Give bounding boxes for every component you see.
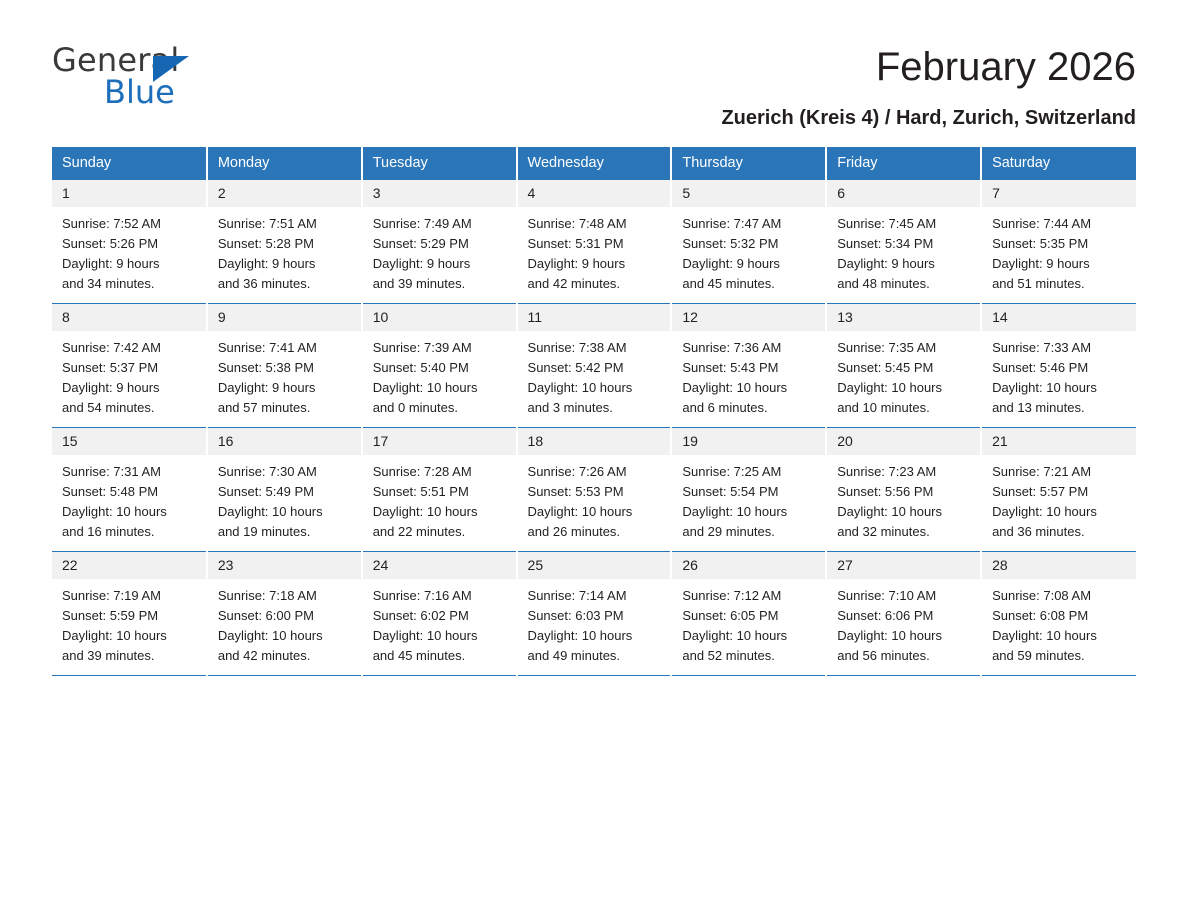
daylight-text-line2: and 39 minutes.: [62, 648, 155, 664]
daylight-text-line1: Daylight: 9 hours: [217, 380, 316, 396]
day-number: 25: [518, 552, 671, 579]
sunrise-text: Sunrise: 7:21 AM: [992, 464, 1092, 480]
day-number: 5: [672, 180, 825, 207]
sunset-text: Sunset: 5:40 PM: [372, 360, 469, 376]
day-cell[interactable]: [52, 428, 207, 552]
daylight-text-line1: Daylight: 10 hours: [837, 504, 942, 520]
daylight-text-line2: and 29 minutes.: [682, 524, 775, 540]
daylight-text-line2: and 52 minutes.: [682, 648, 775, 664]
day-number: 2: [208, 180, 361, 207]
sunset-text: Sunset: 5:28 PM: [217, 236, 314, 252]
day-details: [52, 579, 206, 666]
day-details: [982, 331, 1136, 418]
daylight-text-line1: Daylight: 10 hours: [992, 504, 1097, 520]
weekday-sunday: Sunday: [52, 147, 207, 180]
sunrise-text: Sunrise: 7:51 AM: [217, 216, 317, 232]
daylight-text-line2: and 39 minutes.: [372, 276, 466, 292]
day-details: [208, 455, 361, 542]
day-cell[interactable]: [362, 428, 517, 552]
day-cell[interactable]: [517, 180, 672, 304]
sunset-text: Sunset: 5:45 PM: [837, 360, 934, 376]
sunset-text: Sunset: 6:05 PM: [682, 608, 779, 624]
daylight-text-line2: and 59 minutes.: [992, 648, 1085, 664]
weekday-wednesday: Wednesday: [517, 147, 672, 180]
day-details: [672, 331, 825, 418]
day-details: [982, 455, 1136, 542]
sunrise-text: Sunrise: 7:23 AM: [837, 464, 937, 480]
daylight-text-line1: Daylight: 10 hours: [372, 380, 478, 396]
day-cell[interactable]: [52, 552, 207, 676]
daylight-text-line2: and 56 minutes.: [837, 648, 930, 664]
sunrise-text: Sunrise: 7:41 AM: [217, 340, 317, 356]
day-cell[interactable]: [981, 180, 1136, 304]
daylight-text-line2: and 6 minutes.: [682, 400, 768, 416]
sunrise-text: Sunrise: 7:28 AM: [372, 464, 472, 480]
daylight-text-line2: and 34 minutes.: [62, 276, 155, 292]
day-number: 26: [672, 552, 825, 579]
weekday-thursday: Thursday: [671, 147, 826, 180]
day-cell[interactable]: [671, 428, 826, 552]
daylight-text-line2: and 10 minutes.: [837, 400, 930, 416]
day-number: 27: [827, 552, 980, 579]
weekday-friday: Friday: [826, 147, 981, 180]
sunset-text: Sunset: 5:38 PM: [217, 360, 314, 376]
day-number: 21: [982, 428, 1136, 455]
day-cell[interactable]: [671, 552, 826, 676]
daylight-text-line2: and 49 minutes.: [527, 648, 621, 664]
sunset-text: Sunset: 5:35 PM: [992, 236, 1089, 252]
daylight-text-line1: Daylight: 10 hours: [527, 504, 633, 520]
daylight-text-line1: Daylight: 10 hours: [527, 380, 633, 396]
sunset-text: Sunset: 5:37 PM: [62, 360, 159, 376]
daylight-text-line1: Daylight: 9 hours: [372, 256, 471, 272]
sunset-text: Sunset: 6:03 PM: [527, 608, 624, 624]
day-cell[interactable]: [362, 304, 517, 428]
day-number: 6: [827, 180, 980, 207]
sunrise-text: Sunrise: 7:45 AM: [837, 216, 937, 232]
day-cell[interactable]: [207, 428, 362, 552]
sunset-text: Sunset: 5:54 PM: [682, 484, 779, 500]
daylight-text-line1: Daylight: 10 hours: [682, 504, 788, 520]
sunrise-text: Sunrise: 7:35 AM: [837, 340, 937, 356]
day-cell[interactable]: [981, 428, 1136, 552]
day-cell[interactable]: [826, 552, 981, 676]
daylight-text-line1: Daylight: 10 hours: [372, 504, 478, 520]
daylight-text-line1: Daylight: 10 hours: [372, 628, 478, 644]
day-number: 28: [982, 552, 1136, 579]
sunset-text: Sunset: 6:00 PM: [217, 608, 314, 624]
page-header: [52, 0, 1136, 130]
sunrise-text: Sunrise: 7:12 AM: [682, 588, 782, 604]
day-number: 23: [208, 552, 361, 579]
daylight-text-line1: Daylight: 10 hours: [217, 504, 323, 520]
daylight-text-line1: Daylight: 10 hours: [62, 504, 167, 520]
daylight-text-line2: and 54 minutes.: [62, 400, 155, 416]
sunrise-text: Sunrise: 7:47 AM: [682, 216, 782, 232]
day-details: [208, 207, 361, 294]
calendar-week-row: [52, 304, 1136, 428]
day-cell[interactable]: [517, 552, 672, 676]
day-cell[interactable]: [207, 304, 362, 428]
day-details: [982, 579, 1136, 666]
daylight-text-line1: Daylight: 10 hours: [992, 628, 1097, 644]
day-details: [52, 331, 206, 418]
day-number: 22: [52, 552, 206, 579]
daylight-text-line2: and 32 minutes.: [837, 524, 930, 540]
sunrise-text: Sunrise: 7:44 AM: [992, 216, 1092, 232]
daylight-text-line2: and 22 minutes.: [372, 524, 466, 540]
day-number: 3: [363, 180, 516, 207]
sunset-text: Sunset: 5:57 PM: [992, 484, 1089, 500]
daylight-text-line1: Daylight: 9 hours: [992, 256, 1090, 272]
daylight-text-line2: and 36 minutes.: [992, 524, 1085, 540]
daylight-text-line2: and 45 minutes.: [372, 648, 466, 664]
day-cell[interactable]: [981, 304, 1136, 428]
day-details: [363, 455, 516, 542]
daylight-text-line1: Daylight: 9 hours: [62, 256, 160, 272]
sunset-text: Sunset: 5:49 PM: [217, 484, 314, 500]
day-number: 17: [363, 428, 516, 455]
sunrise-text: Sunrise: 7:14 AM: [527, 588, 627, 604]
day-number: 14: [982, 304, 1136, 331]
sunrise-text: Sunrise: 7:48 AM: [527, 216, 627, 232]
daylight-text-line1: Daylight: 10 hours: [682, 628, 788, 644]
day-cell[interactable]: [52, 304, 207, 428]
day-cell[interactable]: [826, 180, 981, 304]
day-cell[interactable]: [517, 304, 672, 428]
sunset-text: Sunset: 5:53 PM: [527, 484, 624, 500]
sunset-text: Sunset: 5:46 PM: [992, 360, 1089, 376]
day-number: 15: [52, 428, 206, 455]
day-details: [827, 455, 980, 542]
daylight-text-line1: Daylight: 10 hours: [682, 380, 788, 396]
generalblue-logo[interactable]: [52, 41, 242, 112]
sunrise-text: Sunrise: 7:38 AM: [527, 340, 627, 356]
day-number: 4: [518, 180, 671, 207]
location-subtitle: Zuerich (Kreis 4) / Hard, Zurich, Switzerland: [721, 107, 1136, 129]
day-cell[interactable]: [826, 304, 981, 428]
daylight-text-line1: Daylight: 9 hours: [527, 256, 626, 272]
daylight-text-line2: and 45 minutes.: [682, 276, 775, 292]
sunset-text: Sunset: 5:26 PM: [62, 236, 159, 252]
day-cell[interactable]: [362, 552, 517, 676]
day-details: [52, 455, 206, 542]
sunrise-text: Sunrise: 7:49 AM: [372, 216, 472, 232]
logo-text-blue: Blue: [104, 73, 175, 111]
day-cell[interactable]: [517, 428, 672, 552]
sunset-text: Sunset: 6:02 PM: [372, 608, 469, 624]
day-details: [672, 579, 825, 666]
day-cell[interactable]: [671, 180, 826, 304]
day-details: [518, 579, 671, 666]
day-cell[interactable]: [207, 552, 362, 676]
day-cell[interactable]: [981, 552, 1136, 676]
day-number: 1: [52, 180, 206, 207]
day-number: 7: [982, 180, 1136, 207]
logo-text-general: General: [52, 41, 180, 79]
daylight-text-line2: and 36 minutes.: [217, 276, 311, 292]
day-details: [827, 207, 980, 294]
daylight-text-line1: Daylight: 10 hours: [837, 628, 942, 644]
day-details: [518, 207, 671, 294]
daylight-text-line2: and 26 minutes.: [527, 524, 621, 540]
sunrise-text: Sunrise: 7:42 AM: [62, 340, 161, 356]
daylight-text-line1: Daylight: 10 hours: [217, 628, 323, 644]
daylight-text-line2: and 0 minutes.: [372, 400, 458, 416]
sunset-text: Sunset: 6:06 PM: [837, 608, 934, 624]
sunset-text: Sunset: 5:29 PM: [372, 236, 469, 252]
sunrise-text: Sunrise: 7:36 AM: [682, 340, 782, 356]
calendar-week-row: [52, 552, 1136, 676]
daylight-text-line2: and 48 minutes.: [837, 276, 930, 292]
day-details: [827, 331, 980, 418]
day-number: 19: [672, 428, 825, 455]
calendar-week-row: [52, 428, 1136, 552]
day-cell[interactable]: [826, 428, 981, 552]
daylight-text-line1: Daylight: 10 hours: [837, 380, 942, 396]
page-title: February 2026: [875, 45, 1136, 89]
daylight-text-line2: and 42 minutes.: [217, 648, 311, 664]
day-cell[interactable]: [207, 180, 362, 304]
sunrise-text: Sunrise: 7:19 AM: [62, 588, 161, 604]
sunset-text: Sunset: 5:56 PM: [837, 484, 934, 500]
daylight-text-line2: and 51 minutes.: [992, 276, 1085, 292]
sunrise-text: Sunrise: 7:25 AM: [682, 464, 782, 480]
sunset-text: Sunset: 6:08 PM: [992, 608, 1089, 624]
calendar-week-row: [52, 180, 1136, 304]
daylight-text-line2: and 57 minutes.: [217, 400, 311, 416]
day-number: 18: [518, 428, 671, 455]
day-number: 20: [827, 428, 980, 455]
daylight-text-line1: Daylight: 9 hours: [837, 256, 935, 272]
day-number: 10: [363, 304, 516, 331]
sunset-text: Sunset: 5:59 PM: [62, 608, 159, 624]
day-number: 9: [208, 304, 361, 331]
day-number: 11: [518, 304, 671, 331]
day-details: [208, 331, 361, 418]
sunrise-text: Sunrise: 7:52 AM: [62, 216, 161, 232]
weekday-tuesday: Tuesday: [362, 147, 517, 180]
day-details: [827, 579, 980, 666]
day-details: [982, 207, 1136, 294]
day-cell[interactable]: [671, 304, 826, 428]
day-number: 16: [208, 428, 361, 455]
day-details: [363, 331, 516, 418]
day-details: [672, 455, 825, 542]
sunset-text: Sunset: 5:32 PM: [682, 236, 779, 252]
sunrise-text: Sunrise: 7:16 AM: [372, 588, 472, 604]
day-number: 8: [52, 304, 206, 331]
day-cell[interactable]: [52, 180, 207, 304]
sunrise-text: Sunrise: 7:18 AM: [217, 588, 317, 604]
day-number: 12: [672, 304, 825, 331]
sunrise-text: Sunrise: 7:30 AM: [217, 464, 317, 480]
sunrise-text: Sunrise: 7:39 AM: [372, 340, 472, 356]
daylight-text-line2: and 16 minutes.: [62, 524, 155, 540]
daylight-text-line2: and 3 minutes.: [527, 400, 613, 416]
sunset-text: Sunset: 5:51 PM: [372, 484, 469, 500]
sunrise-text: Sunrise: 7:08 AM: [992, 588, 1092, 604]
day-cell[interactable]: [362, 180, 517, 304]
sunset-text: Sunset: 5:31 PM: [527, 236, 624, 252]
day-details: [672, 207, 825, 294]
day-details: [518, 331, 671, 418]
daylight-text-line2: and 42 minutes.: [527, 276, 621, 292]
daylight-text-line1: Daylight: 9 hours: [682, 256, 780, 272]
day-details: [52, 207, 206, 294]
sunrise-text: Sunrise: 7:33 AM: [992, 340, 1092, 356]
daylight-text-line1: Daylight: 9 hours: [62, 380, 160, 396]
sunset-text: Sunset: 5:34 PM: [837, 236, 934, 252]
weekday-saturday: Saturday: [981, 147, 1136, 180]
day-details: [363, 579, 516, 666]
weekday-monday: Monday: [207, 147, 362, 180]
title-block: [721, 44, 1136, 130]
day-number: 24: [363, 552, 516, 579]
weekday-header-row: [52, 147, 1136, 180]
day-details: [363, 207, 516, 294]
daylight-text-line1: Daylight: 10 hours: [992, 380, 1097, 396]
daylight-text-line1: Daylight: 9 hours: [217, 256, 316, 272]
day-details: [208, 579, 361, 666]
day-details: [518, 455, 671, 542]
calendar-table: [52, 147, 1136, 676]
daylight-text-line1: Daylight: 10 hours: [62, 628, 167, 644]
sunrise-text: Sunrise: 7:31 AM: [62, 464, 161, 480]
sunrise-text: Sunrise: 7:10 AM: [837, 588, 937, 604]
day-number: 13: [827, 304, 980, 331]
sunset-text: Sunset: 5:42 PM: [527, 360, 624, 376]
daylight-text-line1: Daylight: 10 hours: [527, 628, 633, 644]
daylight-text-line2: and 13 minutes.: [992, 400, 1085, 416]
sunset-text: Sunset: 5:48 PM: [62, 484, 159, 500]
sunrise-text: Sunrise: 7:26 AM: [527, 464, 627, 480]
daylight-text-line2: and 19 minutes.: [217, 524, 311, 540]
sunset-text: Sunset: 5:43 PM: [682, 360, 779, 376]
